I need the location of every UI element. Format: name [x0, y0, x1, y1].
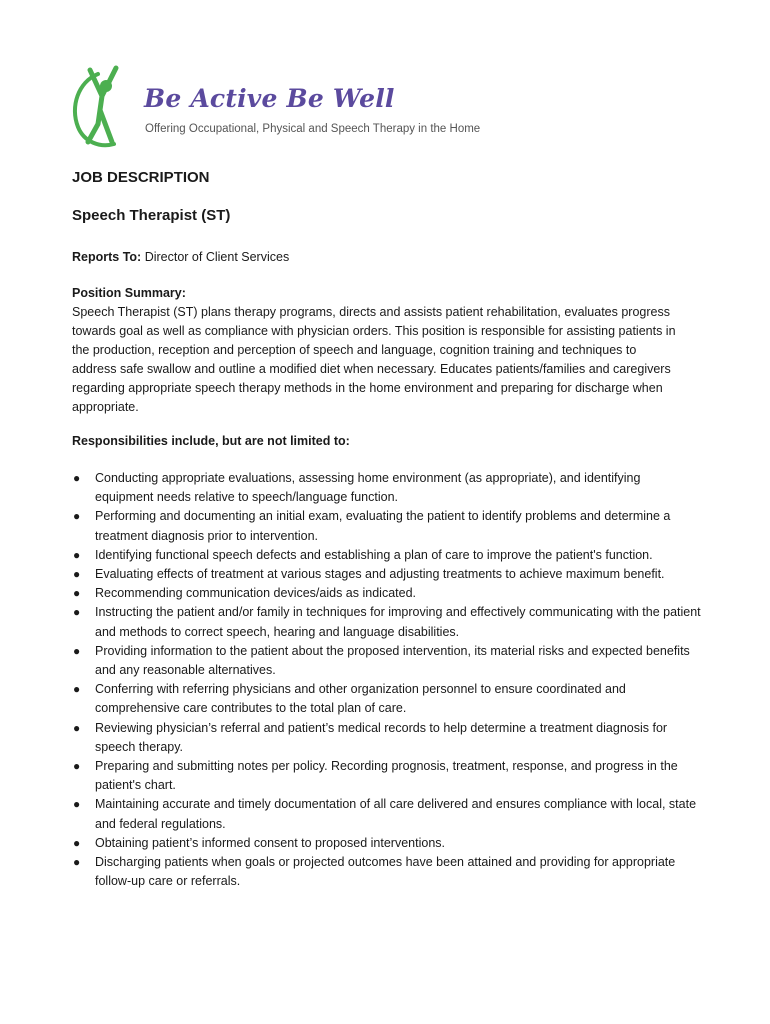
company-logo: [68, 62, 481, 152]
list-item: ● Preparing and submitting notes per policy. Recording prognosis, treatment, response, and progress in the patient's chart.: [73, 759, 678, 793]
bullet-icon: ●: [73, 605, 81, 620]
list-item: ● Discharging patients when goals or projected outcomes have been attained and providing for appropriate follow-up care or referrals.: [73, 855, 676, 889]
reports-to-label: Reports To:: [72, 250, 142, 264]
bullet-icon: ●: [73, 797, 81, 812]
brand-name: Be Active Be Well: [144, 84, 395, 113]
responsibilities-list: [72, 469, 702, 891]
bullet-icon: ●: [73, 567, 81, 582]
brand-tagline: Offering Occupational, Physical and Speech Therapy in the Home: [145, 123, 481, 135]
bullet-icon: ●: [73, 855, 81, 870]
doc-heading: JOB DESCRIPTION: [72, 169, 210, 186]
active-figure-logo-icon: [68, 62, 138, 152]
list-item: ● Reviewing physician’s referral and patient’s medical records to help determine a treatment diagnosis for speech therapy.: [73, 720, 668, 754]
job-title: Speech Therapist (ST): [72, 207, 231, 224]
bullet-icon: ●: [73, 720, 81, 735]
list-item: ● Conducting appropriate evaluations, assessing home environment (as appropriate), and identifying equipment needs relative to speech/language function.: [73, 471, 641, 505]
summary-text: Speech Therapist (ST) plans therapy programs, directs and assists patient rehabilitation, evaluates progress towards goal as well as compliance with physician orders. This position is responsible for assisting patients in the production, reception and perception of speech and language, cognition training and techniques to address safe swallow and outline a modified diet when necessary. Educates patients/families and caregivers regarding appropriate speech therapy methods in the home environment and preparing for discharge when appropriate.: [72, 305, 676, 414]
bullet-icon: ●: [73, 643, 81, 658]
document-body: [72, 168, 702, 891]
bullet-icon: ●: [73, 835, 81, 850]
reports-to-value: Director of Client Services: [144, 250, 290, 264]
bullet-icon: ●: [73, 586, 81, 601]
list-item: ● Identifying functional speech defects and establishing a plan of care to improve the patient's function.: [72, 546, 702, 565]
responsibilities-label: Responsibilities include, but are not limited to:: [72, 434, 350, 448]
bullet-icon: ●: [73, 471, 81, 485]
list-item: ● Performing and documenting an initial exam, evaluating the patient to identify problems and determine a treatment diagnosis prior to intervention.: [73, 509, 671, 543]
list-item: ● Conferring with referring physicians and other organization personnel to ensure coordinated and comprehensive care contributes to the total plan of care.: [73, 682, 626, 716]
bullet-icon: ●: [73, 682, 81, 697]
bullet-icon: ●: [73, 547, 81, 562]
list-item: ● Evaluating effects of treatment at various stages and adjusting treatments to achieve maximum benefit.: [72, 565, 702, 584]
reports-to: [72, 248, 702, 266]
bullet-icon: ●: [73, 759, 81, 774]
list-item: ● Instructing the patient and/or family in techniques for improving and effectively communicating with the patient and methods to correct speech, hearing and language disabilities.: [73, 605, 701, 639]
list-item: ● Providing information to the patient about the proposed intervention, its material risks and expected benefits and any reasonable alternatives.: [73, 643, 690, 678]
list-item: ● Maintaining accurate and timely documentation of all care delivered and ensures compliance with local, state and federal regulations.: [73, 797, 697, 831]
bullet-icon: ●: [73, 509, 81, 524]
list-item: ● Obtaining patient’s informed consent to proposed interventions.: [72, 834, 702, 853]
list-item: ● Recommending communication devices/aids as indicated.: [72, 584, 702, 603]
summary-label: Position Summary:: [72, 286, 186, 300]
